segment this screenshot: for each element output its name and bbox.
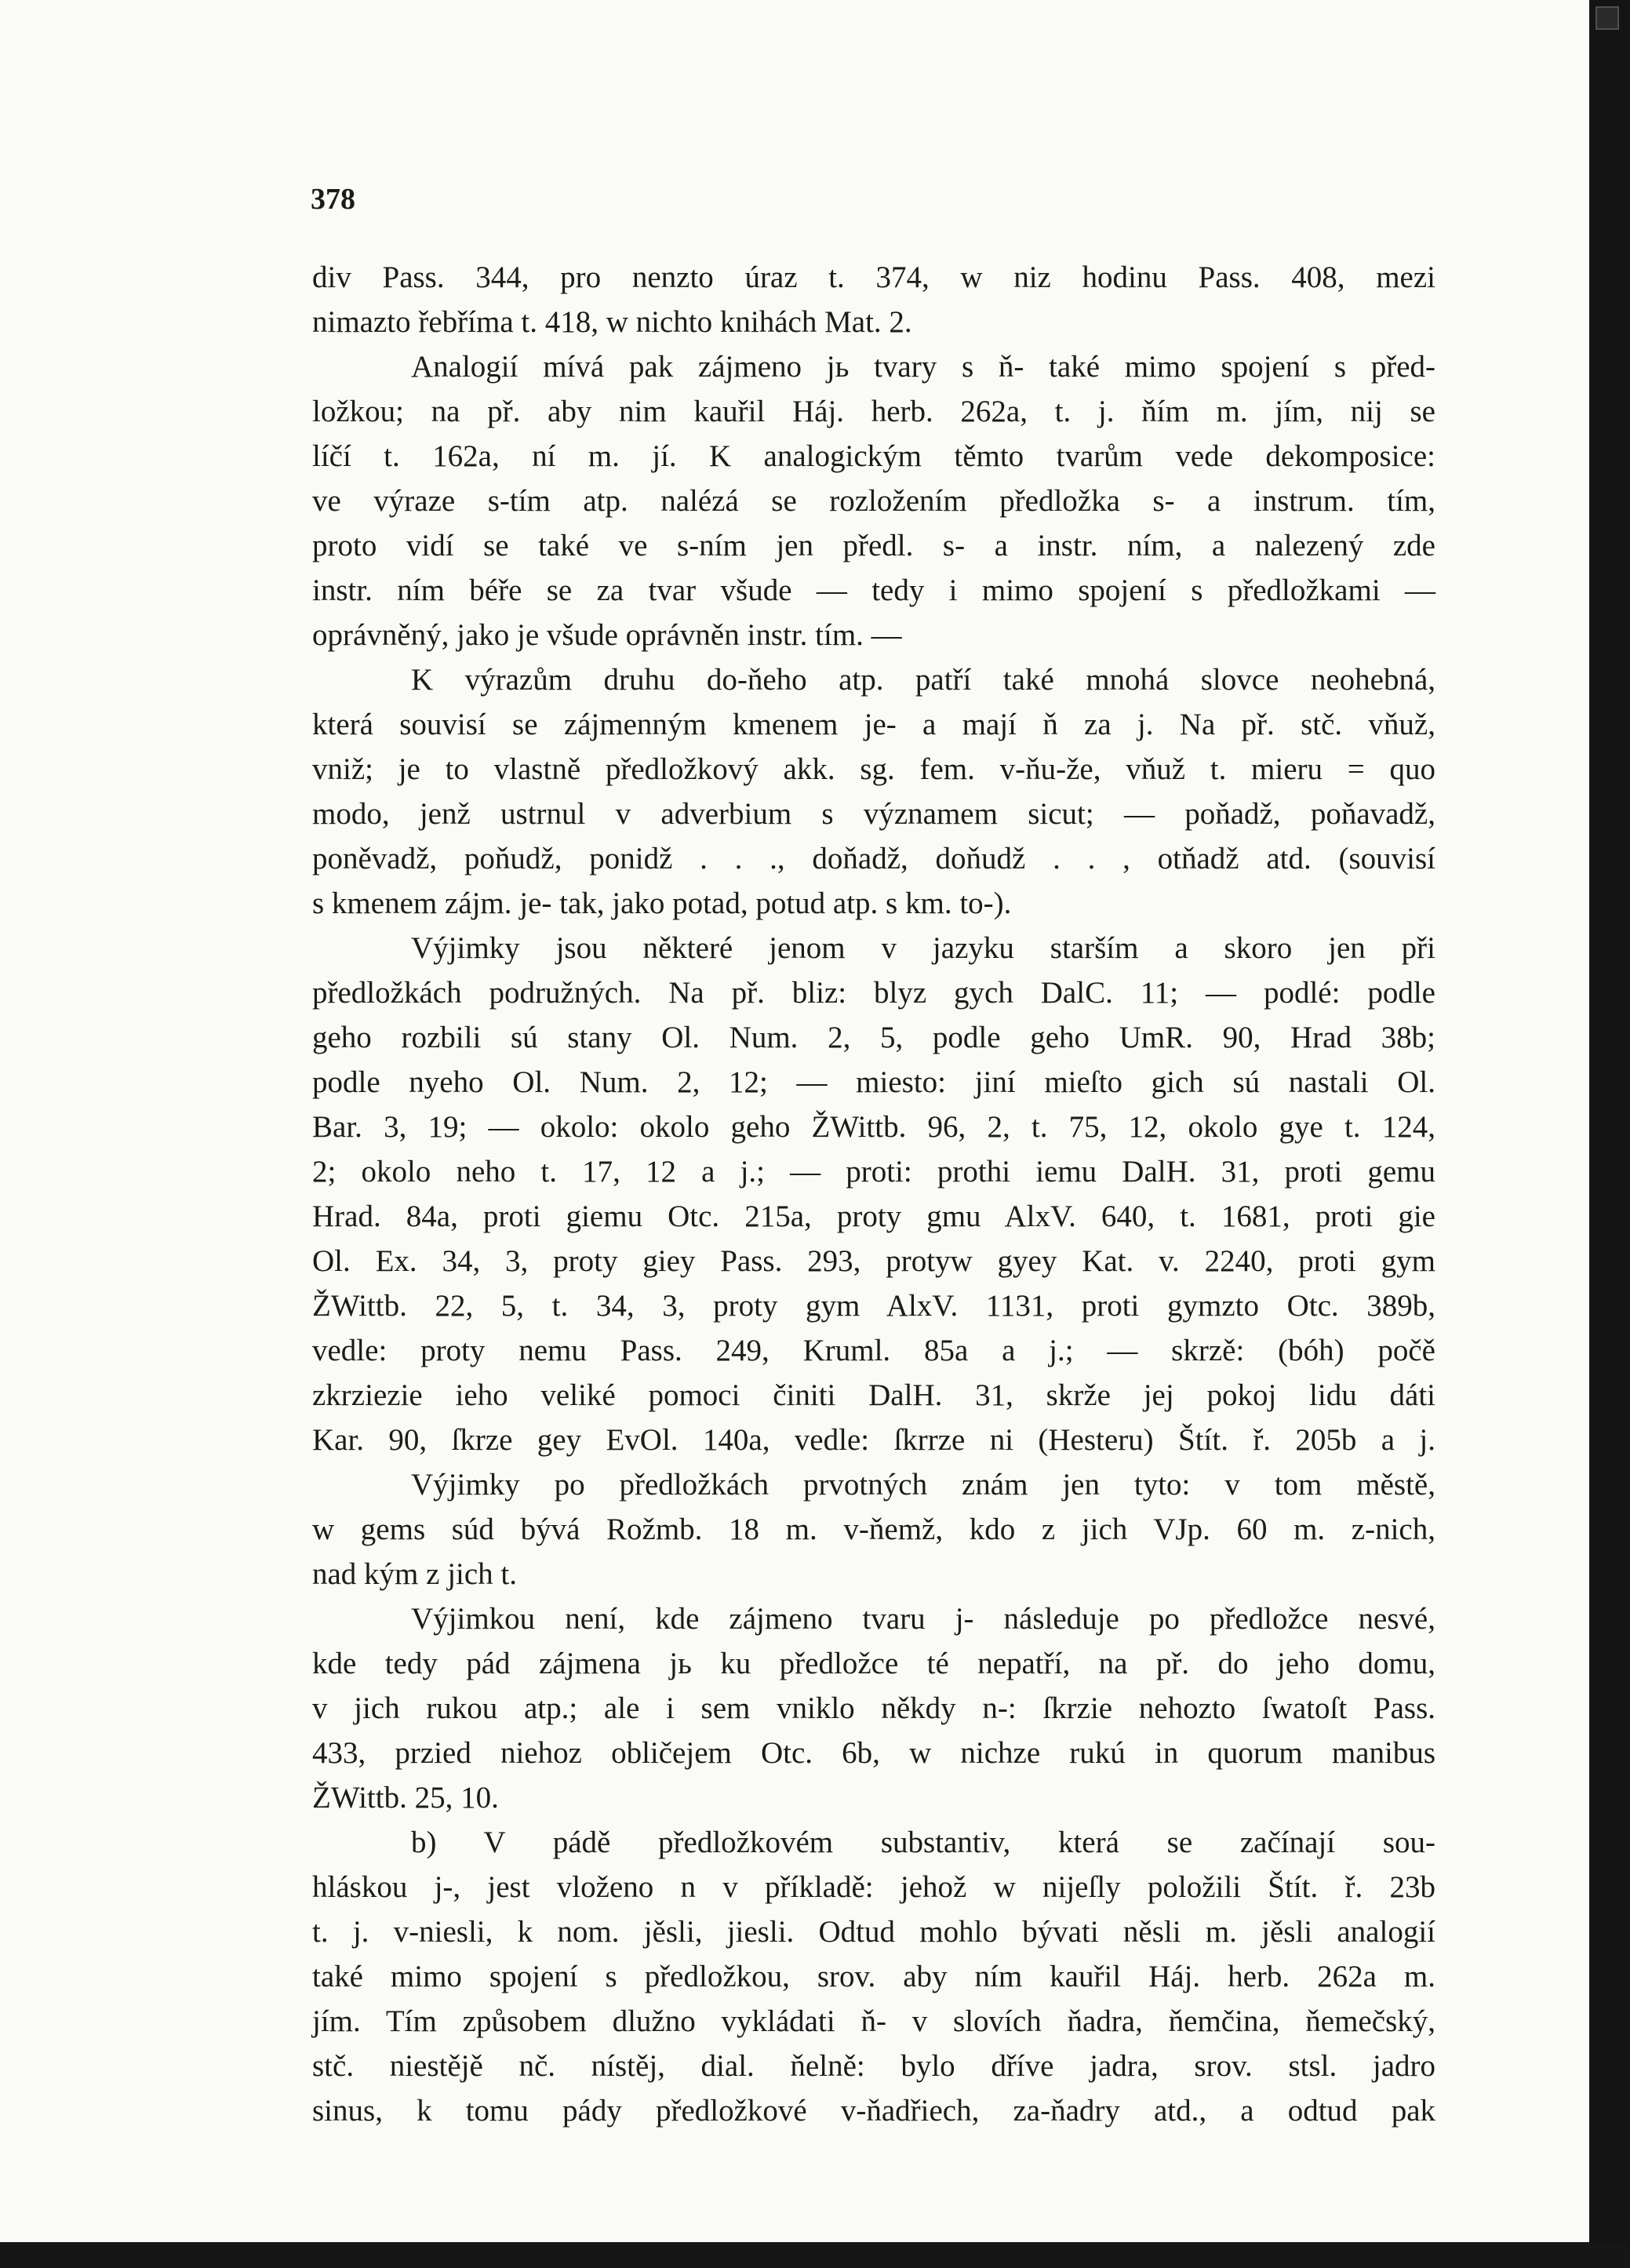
text-line: Analogií mívá pak zájmeno jь tvary s ň- také mimo spojení s před- xyxy=(411,350,1435,384)
text-line: vedle: proty nemu Pass. 249, Kruml. 85a a j.; — skrzě: (bóh) počě xyxy=(312,1334,1435,1367)
text-line: ve výraze s-tím atp. nalézá se rozložením předložka s- a instrum. tím, xyxy=(312,484,1435,518)
scan-corner-mark xyxy=(1595,6,1619,30)
text-line: b) V pádě předložkovém substantiv, která se začínají sou- xyxy=(411,1826,1435,1859)
body-text xyxy=(312,255,1435,2133)
text-line: Ol. Ex. 34, 3, proty giey Pass. 293, protyw gyey Kat. v. 2240, proti gym xyxy=(312,1244,1435,1278)
text-line: která souvisí se zájmenným kmenem je- a mají ň za j. Na př. stč. vňuž, xyxy=(312,708,1435,741)
scan-border-bottom xyxy=(0,2242,1630,2268)
text-line: sinus, k tomu pády předložkové v-ňadřiech, za-ňadry atd., a odtud pak xyxy=(312,2094,1435,2128)
text-line: Výjimkou není, kde zájmeno tvaru j- následuje po předložce nesvé, xyxy=(411,1602,1435,1636)
text-line: Kar. 90, ſkrze gey EvOl. 140a, vedle: ſkrrze ni (Hesteru) Štít. ř. 205b a j. xyxy=(312,1423,1435,1457)
text-line: instr. ním béře se za tvar všude — tedy i mimo spojení s předložkami — xyxy=(312,573,1435,607)
text-line: vniž; je to vlastně předložkový akk. sg. fem. v-ňu-že, vňuž t. mieru = quo xyxy=(312,752,1435,786)
text-line: w gems súd bývá Rožmb. 18 m. v-ňemž, kdo z jich VJp. 60 m. z-nich, xyxy=(312,1513,1435,1546)
text-line: geho rozbili sú stany Ol. Num. 2, 5, podle geho UmR. 90, Hrad 38b; xyxy=(312,1021,1435,1054)
text-line: ŽWittb. 22, 5, t. 34, 3, proty gym AlxV. 1131, proti gymzto Otc. 389b, xyxy=(312,1289,1435,1323)
text-line: kde tedy pád zájmena jь ku předložce té nepatří, na př. do jeho domu, xyxy=(312,1647,1435,1680)
text-line: ložkou; na př. aby nim kauřil Háj. herb. 262a, t. j. ňím m. jím, nij se xyxy=(312,395,1435,428)
text-line: modo, jenž ustrnul v adverbium s významem sicut; — poňadž, poňavadž, xyxy=(312,797,1435,831)
text-line: 2; okolo neho t. 17, 12 a j.; — proti: prothi iemu DalH. 31, proti gemu xyxy=(312,1155,1435,1189)
text-line: Hrad. 84a, proti giemu Otc. 215a, proty gmu AlxV. 640, t. 1681, proti gie xyxy=(312,1200,1435,1233)
text-line: zkrziezie ieho veliké pomoci činiti DalH. 31, skrže jej pokoj lidu dáti xyxy=(312,1378,1435,1412)
text-line: div Pass. 344, pro nenzto úraz t. 374, w niz hodinu Pass. 408, mezi xyxy=(312,260,1435,294)
text-line: Výjimky jsou některé jenom v jazyku starším a skoro jen při xyxy=(411,931,1435,965)
text-line: 433, przied niehoz obličejem Otc. 6b, w nichze rukú in quorum manibus xyxy=(312,1736,1435,1770)
text-line: nad kým z jich t. xyxy=(312,1557,518,1591)
scan-border-right xyxy=(1589,0,1630,2268)
text-line: líčí t. 162a, ní m. jí. K analogickým těmto tvarům vede dekomposice: xyxy=(312,439,1435,473)
text-line: oprávněný, jako je všude oprávněn instr. tím. — xyxy=(312,618,902,652)
text-line: předložkách podružných. Na př. bliz: blyz gych DalC. 11; — podlé: podle xyxy=(312,976,1435,1010)
text-line: stč. niestějě nč. nístěj, dial. ňelně: bylo dříve jadra, srov. stsl. jadro xyxy=(312,2049,1435,2083)
text-line: K výrazům druhu do-ňeho atp. patří také mnohá slovce neohebná, xyxy=(411,663,1435,697)
text-line: s kmenem zájm. je- tak, jako potad, potud atp. s km. to-). xyxy=(312,886,1012,920)
page-number: 378 xyxy=(311,183,355,216)
text-line: hláskou j-, jest vloženo n v příkladě: jehož w nijeſly položili Štít. ř. 23b xyxy=(312,1870,1435,1904)
text-line: poněvadž, poňudž, ponidž . . ., doňadž, doňudž . . , otňadž atd. (souvisí xyxy=(312,842,1435,876)
text-line: také mimo spojení s předložkou, srov. aby ním kauřil Háj. herb. 262a m. xyxy=(312,1960,1435,1993)
text-line: jím. Tím způsobem dlužno vykládati ň- v slovích ňadra, ňemčina, ňemečský, xyxy=(312,2004,1435,2038)
text-line: nimazto řebříma t. 418, w nichto knihách Mat. 2. xyxy=(312,305,912,339)
text-line: podle nyeho Ol. Num. 2, 12; — miesto: jiní mieſto gich sú nastali Ol. xyxy=(312,1065,1435,1099)
text-line: proto vidí se také ve s-ním jen předl. s- a instr. ním, a nalezený zde xyxy=(312,529,1435,562)
text-line: Bar. 3, 19; — okolo: okolo geho ŽWittb. 96, 2, t. 75, 12, okolo gye t. 124, xyxy=(312,1110,1435,1144)
text-line: ŽWittb. 25, 10. xyxy=(312,1781,499,1815)
text-line: t. j. v-niesli, k nom. jěsli, jiesli. Odtud mohlo bývati něsli m. jěsli analogií xyxy=(312,1915,1435,1949)
text-line: v jich rukou atp.; ale i sem vniklo někdy n-: ſkrzie nehozto ſwatoſt Pass. xyxy=(312,1691,1435,1725)
text-line: Výjimky po předložkách prvotných znám jen tyto: v tom městě, xyxy=(411,1468,1435,1502)
